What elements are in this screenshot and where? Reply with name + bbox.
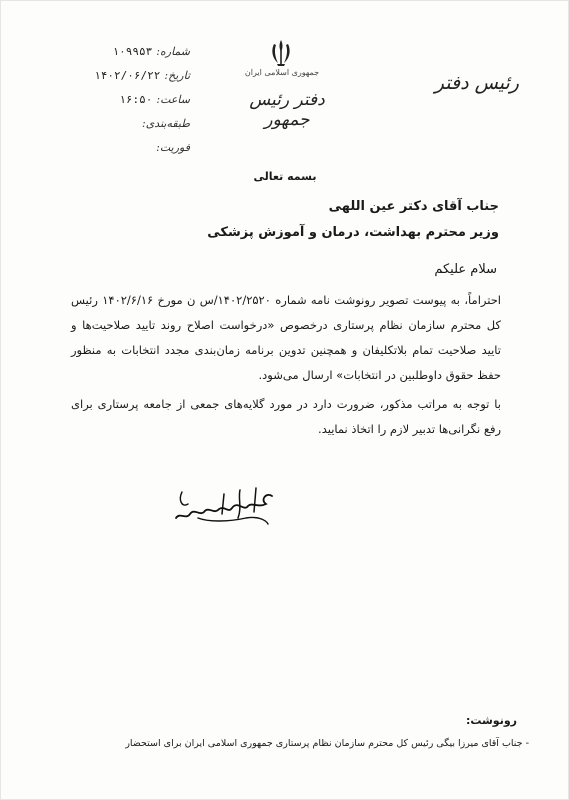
cc-item: - جناب آقای میرزا بیگی رئیس کل محترم سازمان نظام پرستاری جمهوری اسلامی ایران برای استحضار — [125, 738, 529, 749]
iran-emblem-icon — [268, 38, 294, 68]
body-paragraph-1: احتراماً، به پیوست تصویر رونوشت نامه شماره ۱۴۰۲/۲۵۲۰/س ن مورخ ۱۴۰۲/۶/۱۶ رئیس کل محترم سازمان نظام پرستاری درخصوص «درخواست اصلاح روند تایید صلاحیت‌ها و تایید صلاحیت تمام بلاتکلیفان و همچنین تدوین برنامه زمان‌بندی مجدد انتخابات به منظور حفظ حقوق داوطلبین در انتخابات» ارسال می‌شود. — [71, 293, 502, 382]
cc-title: رونوشت: — [465, 714, 517, 727]
republic-label: جمهوری اسلامی ایران — [244, 68, 320, 77]
basmala: بسمه تعالی — [253, 170, 317, 183]
office-title-right: رئیس دفتر — [434, 72, 519, 94]
meta-date — [70, 64, 190, 88]
meta-urgency — [70, 136, 190, 160]
meta-date-value: ۱۴۰۲/۰۶/۲۲ — [94, 69, 161, 82]
meta-date-label: تاریخ: — [164, 69, 190, 82]
meta-time-value: ۱۶:۵۰ — [119, 93, 153, 106]
handwritten-signature — [168, 478, 278, 534]
meta-classification — [70, 112, 190, 136]
office-title-center: دفتر رئیس جمهور — [249, 90, 325, 130]
letter-meta — [70, 40, 190, 160]
recipient-block — [79, 194, 499, 246]
recipient-name: جناب آقای دکتر عین اللهی — [328, 199, 499, 214]
meta-classification-label: طبقه‌بندی: — [141, 117, 190, 130]
meta-time-label: ساعت: — [156, 93, 190, 106]
meta-urgency-label: فوریت: — [156, 141, 190, 154]
meta-number-value: ۱۰۹۹۵۳ — [112, 45, 153, 58]
meta-number-label: شماره: — [156, 45, 190, 58]
recipient-title: وزیر محترم بهداشت، درمان و آموزش پزشکی — [207, 225, 499, 240]
meta-number — [70, 40, 190, 64]
greeting: سلام علیکم — [434, 262, 497, 277]
meta-time — [70, 88, 190, 112]
body-paragraph-2: با توجه به مراتب مذکور، ضرورت دارد در مورد گلایه‌های جمعی از جامعه پرستاری برای رفع نگرانی‌ها تدبیر لازم را اتخاذ نمایید. — [71, 397, 501, 436]
